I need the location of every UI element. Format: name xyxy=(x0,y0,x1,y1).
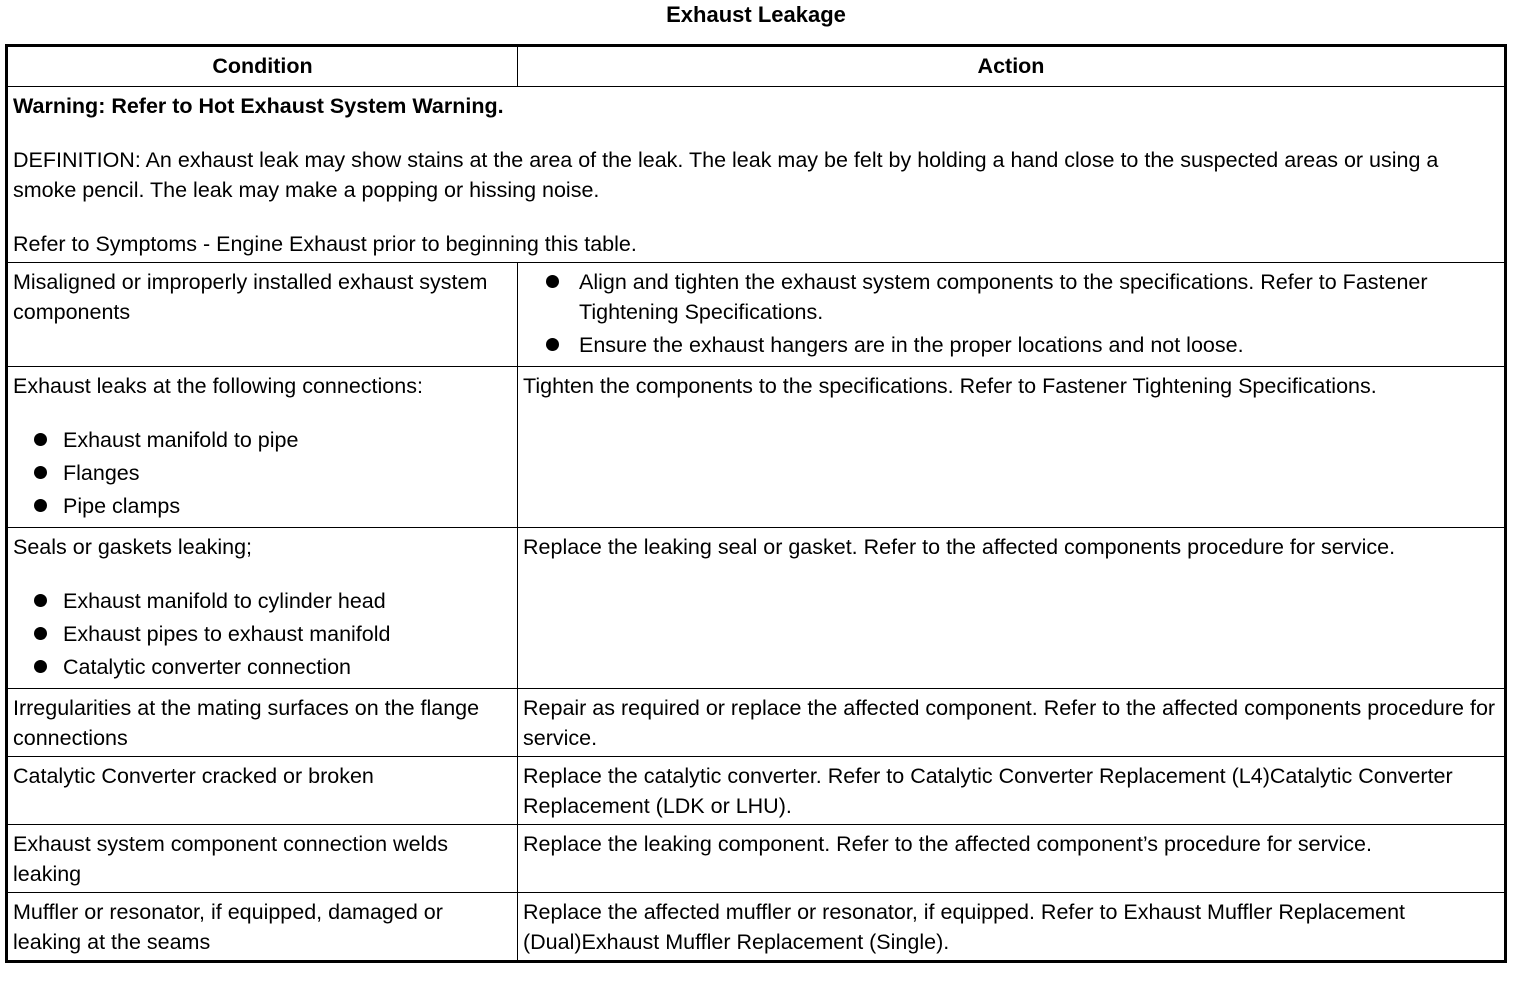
list-item xyxy=(33,425,513,455)
action-cell: Replace the catalytic converter. Refer to Catalytic Converter Replacement (L4)Catalytic Converter Replacement (LDK or LHU). xyxy=(518,757,1506,825)
list-item xyxy=(33,491,513,521)
bullet-icon xyxy=(34,627,47,640)
condition-cell: Catalytic Converter cracked or broken xyxy=(7,757,518,825)
condition-cell xyxy=(7,367,518,528)
bullet-icon xyxy=(34,433,47,446)
warning-text: Warning: Refer to Hot Exhaust System Warning. xyxy=(13,94,504,118)
condition-cell xyxy=(7,528,518,689)
list-item-text: Align and tighten the exhaust system components to the specifications. Refer to Fastener Tightening Specifications. xyxy=(579,270,1428,324)
list-item xyxy=(33,652,513,682)
condition-cell: Misaligned or improperly installed exhaust system components xyxy=(7,263,518,367)
condition-list xyxy=(33,586,513,682)
action-cell: Replace the leaking component. Refer to the affected component’s procedure for service. xyxy=(518,825,1506,893)
action-cell: Replace the affected muffler or resonator, if equipped. Refer to Exhaust Muffler Replacement (Dual)Exhaust Muffler Replacement (Single). xyxy=(518,893,1506,962)
table-row xyxy=(7,757,1506,825)
table-row xyxy=(7,367,1506,528)
exhaust-leakage-table xyxy=(5,44,1507,963)
condition-text: Exhaust leaks at the following connections: xyxy=(13,374,423,398)
list-item xyxy=(33,586,513,616)
list-item-text: Exhaust manifold to pipe xyxy=(63,428,299,452)
condition-cell: Muffler or resonator, if equipped, damaged or leaking at the seams xyxy=(7,893,518,962)
list-item-text: Exhaust pipes to exhaust manifold xyxy=(63,622,391,646)
bullet-icon xyxy=(34,594,47,607)
table-row xyxy=(7,689,1506,757)
list-item-text: Pipe clamps xyxy=(63,494,181,518)
list-item xyxy=(33,458,513,488)
intro-cell xyxy=(7,87,1506,263)
list-item-text: Ensure the exhaust hangers are in the proper locations and not loose. xyxy=(579,333,1244,357)
condition-cell: Irregularities at the mating surfaces on the flange connections xyxy=(7,689,518,757)
action-header: Action xyxy=(518,46,1506,87)
action-cell: Tighten the components to the specifications. Refer to Fastener Tightening Specifications. xyxy=(518,367,1506,528)
list-item xyxy=(545,267,1500,327)
list-item-text: Exhaust manifold to cylinder head xyxy=(63,589,386,613)
condition-list xyxy=(33,425,513,521)
bullet-icon xyxy=(546,338,559,351)
table-row xyxy=(7,893,1506,962)
definition-text: DEFINITION: An exhaust leak may show stains at the area of the leak. The leak may be felt by holding a hand close to the suspected areas or using a smoke pencil. The leak may make a popping or hissing noise. xyxy=(13,148,1439,202)
action-cell xyxy=(518,263,1506,367)
page-title: Exhaust Leakage xyxy=(666,2,846,27)
intro-row xyxy=(7,87,1506,263)
action-list xyxy=(545,267,1500,360)
action-cell: Repair as required or replace the affected component. Refer to the affected components procedure for service. xyxy=(518,689,1506,757)
condition-text: Seals or gaskets leaking; xyxy=(13,535,253,559)
table-row xyxy=(7,263,1506,367)
condition-cell: Exhaust system component connection welds leaking xyxy=(7,825,518,893)
bullet-icon xyxy=(34,466,47,479)
table-row xyxy=(7,528,1506,689)
action-cell: Replace the leaking seal or gasket. Refer to the affected components procedure for service. xyxy=(518,528,1506,689)
condition-header: Condition xyxy=(7,46,518,87)
bullet-icon xyxy=(34,660,47,673)
bullet-icon xyxy=(34,499,47,512)
list-item-text: Catalytic converter connection xyxy=(63,655,352,679)
list-item xyxy=(33,619,513,649)
table-header-row xyxy=(7,46,1506,87)
table-row xyxy=(7,825,1506,893)
list-item xyxy=(545,330,1500,360)
refer-text: Refer to Symptoms - Engine Exhaust prior to beginning this table. xyxy=(13,232,637,256)
list-item-text: Flanges xyxy=(63,461,140,485)
bullet-icon xyxy=(546,275,559,288)
